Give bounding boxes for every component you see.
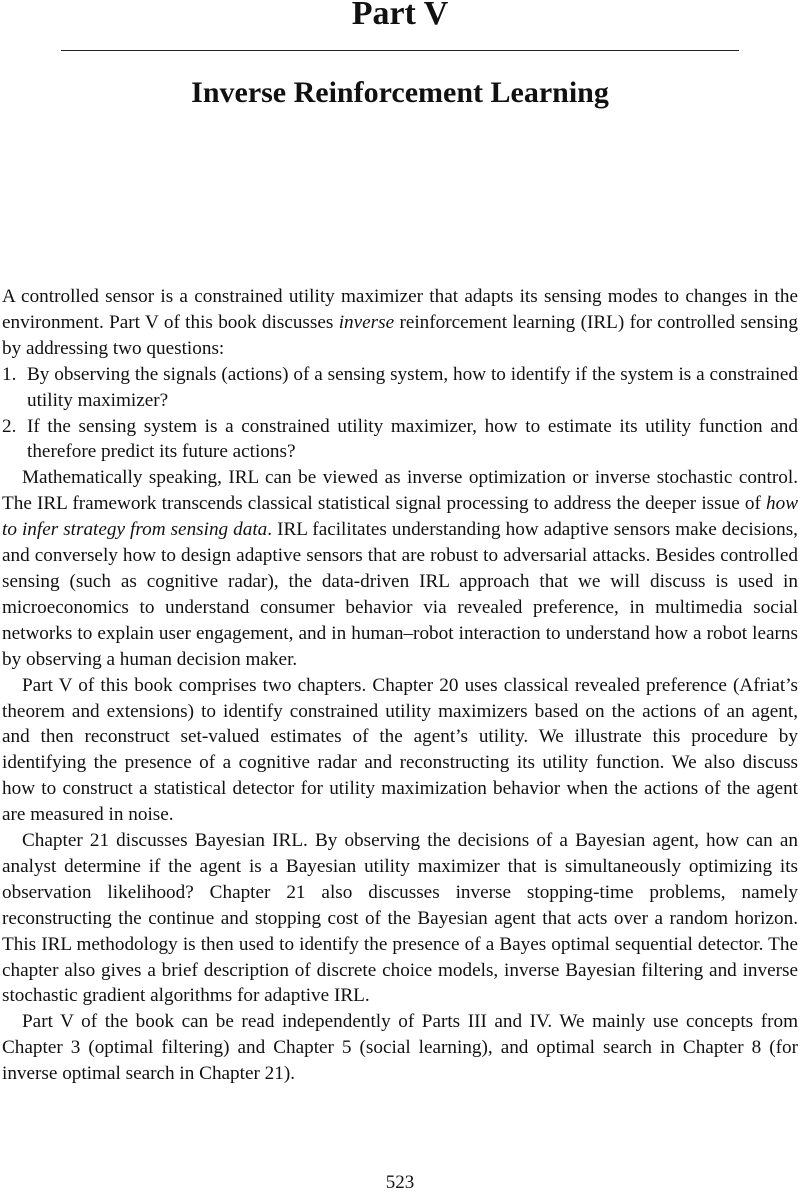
intro-paragraph: [2, 284, 798, 362]
intro-text-b: reinforcement learning (IRL) for controlled sensing by addressing two questions:: [2, 311, 798, 359]
intro-text-a: A controlled sensor is a constrained utility maximizer that adapts its sensing modes to changes in the environment. Part V of this book discusses: [2, 286, 798, 333]
intro-emphasis: inverse: [338, 311, 395, 333]
list-item-number: 1.: [2, 363, 17, 385]
math-emphasis: how to infer strategy from sensing data: [2, 493, 798, 541]
list-item-text: By observing the signals (actions) of a sensing system, how to identify if the system is a constrained utility maximizer?: [27, 363, 798, 411]
body-text: [2, 284, 798, 1087]
chapters-paragraph: Part V of this book comprises two chapters. Chapter 20 uses classical revealed preference (Afriat’s theorem and extensions) to identify constrained utility maximizers based on the actions of an agent, and then reconstruct set-valued estimates of the agent’s utility. We illustrate this procedure by identifying the presence of a cognitive radar and reconstructing its utility function. We also discuss how to construct a statistical detector for utility maximization behavior when the actions of the agent are measured in noise.: [2, 674, 798, 826]
math-text-b: . IRL facilitates understanding how adaptive sensors make decisions, and conversely how to design adaptive sensors that are robust to adversarial attacks. Besides controlled sensing (such as cognitive radar), the data-driven IRL approach that we will discuss is used in microeconomics to understand consumer behavior via revealed preference, in multimedia social networks to explain user engagement, and in human–robot interaction to understand how a robot learns by observing a human decision maker.: [2, 519, 798, 670]
chapter21-paragraph: Chapter 21 discusses Bayesian IRL. By observing the decisions of a Bayesian agent, how can an analyst determine if the agent is a Bayesian utility maximizer that is simultaneously optimizing its observation likelihood? Chapter 21 also discusses inverse stopping-time problems, namely reconstructing the continue and stopping cost of the Bayesian agent that acts over a random horizon. This IRL methodology is then used to identify the presence of a Bayes optimal sequential detector. The chapter also gives a brief description of discrete choice models, inverse Bayesian filtering and inverse stochastic gradient algorithms for adaptive IRL.: [2, 830, 798, 1007]
section-title: Inverse Reinforcement Learning: [191, 76, 609, 109]
part-title: Part V: [351, 0, 449, 32]
question-list: [2, 362, 798, 466]
list-item-number: 2.: [2, 415, 17, 437]
math-paragraph: [2, 465, 798, 672]
math-text-a: Mathematically speaking, IRL can be viewed as inverse optimization or inverse stochastic control. The IRL framework transcends classical statistical signal processing to address the deeper issue of: [2, 467, 798, 515]
list-item: [2, 362, 798, 414]
list-item: [2, 414, 798, 466]
page-number: 523: [385, 1172, 415, 1193]
title-rule: [61, 50, 739, 51]
list-item-text: If the sensing system is a constrained utility maximizer, how to estimate its utility function and therefore predict its future actions?: [27, 415, 798, 463]
reading-paragraph: Part V of the book can be read independently of Parts III and IV. We mainly use concepts from Chapter 3 (optimal filtering) and Chapter 5 (social learning), and optimal search in Chapter 8 (for inverse optimal search in Chapter 21).: [2, 1011, 798, 1085]
